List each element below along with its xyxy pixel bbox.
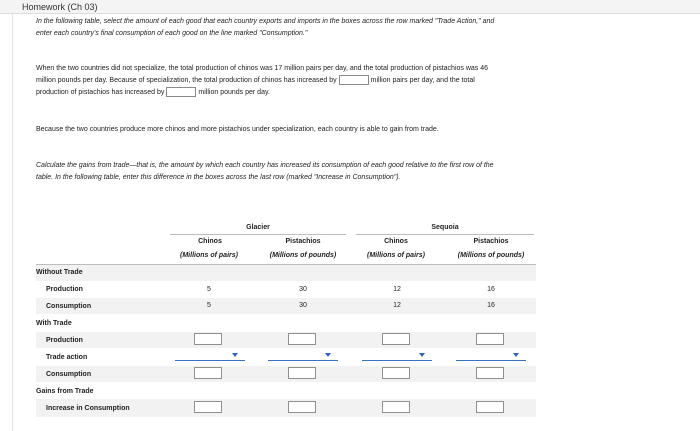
row-label-consumption: Consumption: [46, 303, 92, 310]
increase-glacier-chinos-input[interactable]: [194, 401, 222, 413]
row-label-production: Production: [46, 286, 83, 293]
glacier-header-rule: [170, 234, 346, 235]
instruction-paragraph-4: [36, 160, 494, 184]
consumption-glacier-pistachios: 30: [299, 302, 307, 309]
instruction-1-line-1: In the following table, select the amount of each good that each country exports and imports in the boxes across the row marked "Trade Action," and: [36, 18, 495, 25]
pistachios-increase-input[interactable]: [166, 87, 196, 97]
instruction-paragraph-1: [36, 16, 494, 40]
good-header-glacier-chinos: Chinos: [198, 238, 222, 245]
production-trade-glacier-pistachios-input[interactable]: [288, 333, 316, 345]
good-header-sequoia-pistachios: Pistachios: [473, 238, 509, 245]
consumption-glacier-chinos: 5: [207, 302, 211, 309]
country-header-sequoia: Sequoia: [431, 224, 459, 231]
row-label-with-trade: With Trade: [36, 320, 72, 327]
production-trade-sequoia-chinos-input[interactable]: [382, 333, 410, 345]
row-label-without-trade: Without Trade: [36, 269, 83, 276]
instruction-4-line-1: Calculate the gains from trade—that is, the amount by which each country has increased its consumption of each good relative to the first row of the: [36, 162, 494, 169]
row-label-production-with-trade: Production: [46, 337, 83, 344]
production-trade-glacier-chinos-input[interactable]: [194, 333, 222, 345]
instruction-4-line-2: table. In the following table, enter this difference in the boxes across the last row (marked "Increase in Consumption").: [36, 174, 401, 181]
dropdown-arrow-icon[interactable]: [325, 353, 331, 357]
instruction-2-line-1: When the two countries did not specialize, the total production of chinos was 17 million pairs per day, and the total production of pistachios was 46: [36, 65, 489, 72]
increase-sequoia-chinos-input[interactable]: [382, 401, 410, 413]
increase-glacier-pistachios-input[interactable]: [288, 401, 316, 413]
consumption-trade-glacier-pistachios-input[interactable]: [288, 367, 316, 379]
unit-glacier-pistachios: (Millions of pounds): [269, 252, 337, 259]
consumption-sequoia-pistachios: 16: [487, 302, 495, 309]
instruction-2-line-2: million pounds per day. Because of specialization, the total production of chinos has increased by million pairs per day, and the total: [36, 77, 475, 84]
production-trade-sequoia-pistachios-input[interactable]: [476, 333, 504, 345]
instruction-paragraph-2: [36, 63, 488, 99]
dropdown-arrow-icon[interactable]: [513, 353, 519, 357]
production-sequoia-chinos: 12: [393, 286, 401, 293]
consumption-trade-glacier-chinos-input[interactable]: [194, 367, 222, 379]
production-sequoia-pistachios: 16: [487, 286, 495, 293]
good-header-sequoia-chinos: Chinos: [384, 238, 408, 245]
row-label-trade-action: Trade action: [46, 354, 88, 361]
instruction-2-line-3: production of pistachios has increased by million pounds per day.: [36, 89, 270, 96]
instruction-paragraph-3: Because the two countries produce more chinos and more pistachios under specialization, each country is able to gain from trade.: [36, 126, 439, 133]
chinos-increase-input[interactable]: [339, 75, 369, 85]
consumption-sequoia-chinos: 12: [393, 302, 401, 309]
dropdown-arrow-icon[interactable]: [419, 353, 425, 357]
consumption-trade-sequoia-chinos-input[interactable]: [382, 367, 410, 379]
instruction-1-line-2: enter each country's final consumption of each good on the line marked "Consumption.": [36, 30, 308, 37]
row-label-increase: Increase in Consumption: [46, 405, 130, 412]
homework-title: Homework (Ch 03): [22, 2, 98, 12]
dropdown-arrow-icon[interactable]: [232, 353, 238, 357]
country-header-glacier: Glacier: [246, 224, 270, 231]
increase-sequoia-pistachios-input[interactable]: [476, 401, 504, 413]
sequoia-header-rule: [356, 234, 534, 235]
unit-glacier-chinos: (Millions of pairs): [180, 252, 238, 259]
unit-sequoia-pistachios: (Millions of pounds): [457, 252, 525, 259]
consumption-trade-sequoia-pistachios-input[interactable]: [476, 367, 504, 379]
trade-action-glacier-pistachios-dropdown[interactable]: [268, 360, 338, 361]
homework-title-bar: [0, 0, 700, 14]
left-border: [12, 14, 13, 431]
row-label-gains: Gains from Trade: [36, 388, 94, 395]
production-glacier-chinos: 5: [207, 286, 211, 293]
trade-action-sequoia-chinos-dropdown[interactable]: [362, 360, 432, 361]
trade-action-glacier-chinos-dropdown[interactable]: [175, 360, 245, 361]
unit-sequoia-chinos: (Millions of pairs): [367, 252, 425, 259]
row-label-consumption-with-trade: Consumption: [46, 371, 92, 378]
production-glacier-pistachios: 30: [299, 286, 307, 293]
good-header-glacier-pistachios: Pistachios: [285, 238, 321, 245]
trade-action-sequoia-pistachios-dropdown[interactable]: [456, 360, 526, 361]
